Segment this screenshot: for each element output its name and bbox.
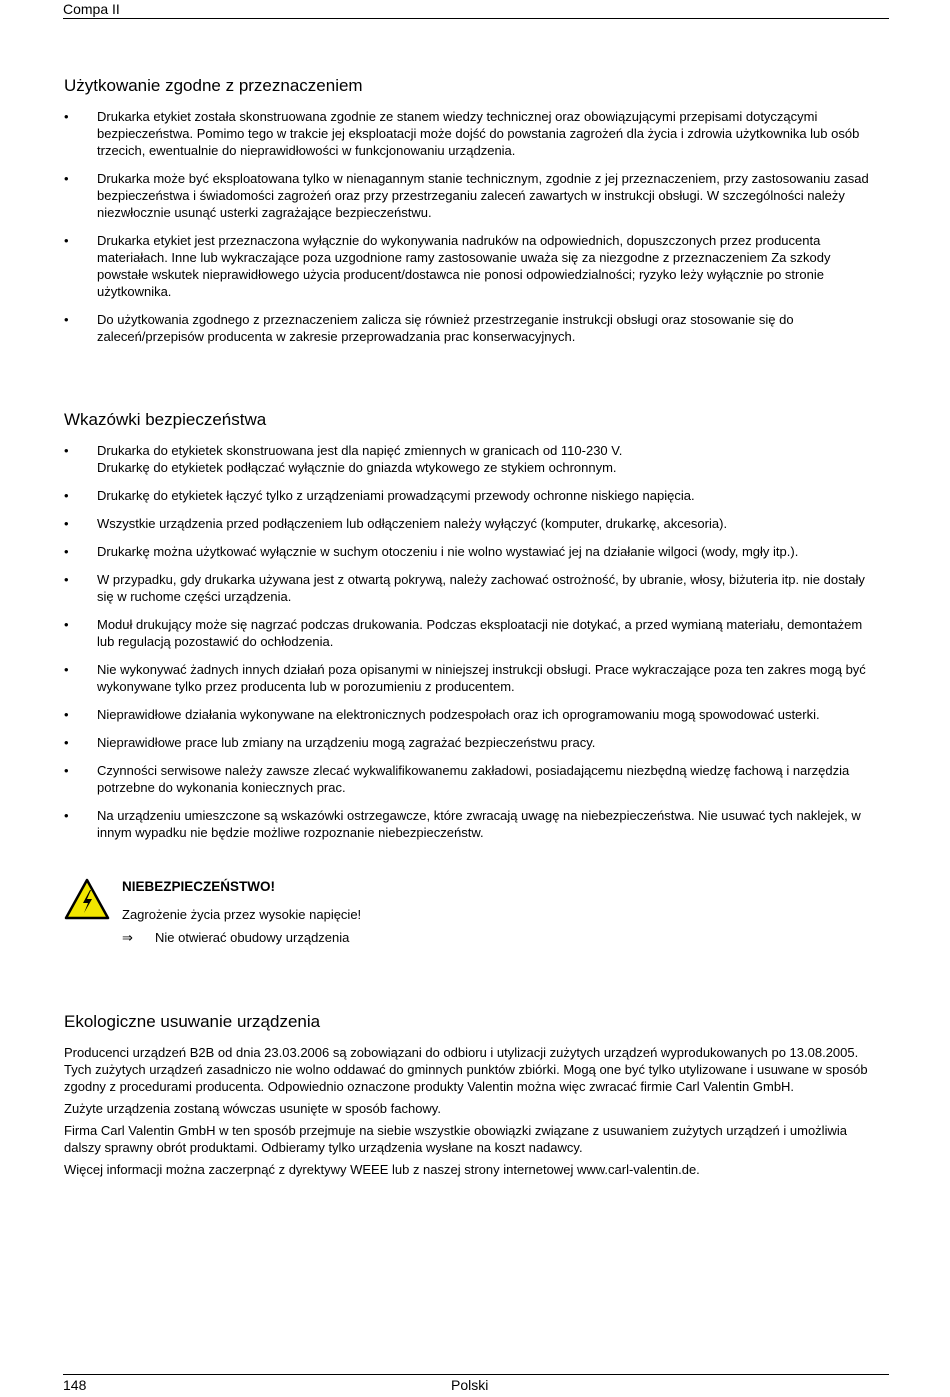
- section-title-safety: Wkazówki bezpieczeństwa: [64, 410, 267, 429]
- page-header: [63, 0, 889, 19]
- warning-step: [122, 929, 349, 946]
- footer-language: Polski: [451, 1377, 489, 1393]
- arrow-right-icon: ⇒: [122, 930, 133, 945]
- list-item: [64, 108, 876, 159]
- safety-list: [64, 442, 876, 852]
- disposal-paragraphs: [64, 1044, 876, 1183]
- list-item-text: Do użytkowania zgodnego z przeznaczeniem zalicza się również przestrzeganie instrukcji obsługi oraz stosowanie się do zaleceń/przepisów producenta w zakresie przeprowadzania prac konserwacyjnych.: [97, 312, 794, 344]
- paragraph: Więcej informacji można zaczerpnąć z dyrektywy WEEE lub z naszej strony internetowej www.carl-valentin.de.: [64, 1162, 700, 1177]
- list-item: [64, 442, 876, 476]
- list-item: [64, 543, 876, 560]
- list-item: [64, 616, 876, 650]
- list-item: [64, 311, 876, 345]
- bullet-icon: •: [64, 662, 69, 677]
- usage-list: [64, 108, 876, 356]
- bullet-icon: •: [64, 735, 69, 750]
- page-number: 148: [63, 1377, 87, 1393]
- danger-warning: [64, 874, 876, 954]
- list-item-text: Na urządzeniu umieszczone są wskazówki ostrzegawcze, które zwracają uwagę na niebezpieczeństwa. Nie usuwać tych naklejek, w innym wypadku nie będzie możliwe rozpoznanie niebezpieczeństw.: [97, 808, 861, 840]
- list-item-text: Drukarka etykiet jest przeznaczona wyłącznie do wykonywania nadruków na odpowiednich, dopuszczonych przez producenta materiałach. Inne lub wykraczające poza uzgodnione ramy zastosowanie uważa się za niezgodne z przeznaczeniem Za szkody powstałe wskutek nieprawidłowego użycia producent/dostawca nie ponosi odpowiedzialności; ryzyko leży wyłącznie po stronie użytkownika.: [97, 233, 831, 299]
- bullet-icon: •: [64, 808, 69, 823]
- list-item-text: Czynności serwisowe należy zawsze zlecać wykwalifikowanemu zakładowi, posiadającemu niezbędną wiedzę fachową i narzędzia potrzebne do wykonania koniecznych prac.: [97, 763, 850, 795]
- list-item: [64, 487, 876, 504]
- list-item-text: W przypadku, gdy drukarka używana jest z otwartą pokrywą, należy zachować ostrożność, by ubranie, włosy, biżuteria itp. nie dostały się w ruchome części urządzenia.: [97, 572, 865, 604]
- page-footer: [63, 1374, 889, 1393]
- list-item-text: Nieprawidłowe prace lub zmiany na urządzeniu mogą zagrażać bezpieczeństwu pracy.: [97, 735, 596, 750]
- warning-title: NIEBEZPIECZEŃSTWO!: [122, 879, 276, 894]
- bullet-icon: •: [64, 617, 69, 632]
- bullet-icon: •: [64, 109, 69, 124]
- bullet-icon: •: [64, 443, 69, 458]
- bullet-icon: •: [64, 516, 69, 531]
- warning-step-text: Nie otwierać obudowy urządzenia: [155, 930, 350, 945]
- list-item: [64, 661, 876, 695]
- bullet-icon: •: [64, 544, 69, 559]
- list-item-text: Drukarka etykiet została skonstruowana zgodnie ze stanem wiedzy technicznej oraz obowiązującymi przepisami dotyczącymi bezpieczeństwa. Pomimo tego w trakcie jej eksploatacji może dojść do powstania zagrożeń dla życia i zdrowia użytkownika lub osób trzecich, ewentualnie do nieprawidłowości w funkcjonowaniu urządzenia.: [97, 109, 860, 158]
- high-voltage-warning-icon: [64, 878, 110, 920]
- bullet-icon: •: [64, 171, 69, 186]
- list-item: [64, 706, 876, 723]
- bullet-icon: •: [64, 312, 69, 327]
- list-item-text: Wszystkie urządzenia przed podłączeniem lub odłączeniem należy wyłączyć (komputer, drukarkę, akcesoria).: [97, 516, 728, 531]
- paragraph: Firma Carl Valentin GmbH w ten sposób przejmuje na siebie wszystkie obowiązki związane z usuwaniem zużytych urządzeń i umożliwia dalszy sprawny obrót produktami. Odbieramy tylko urządzenia wysłane na koszt nadawcy.: [64, 1123, 847, 1155]
- list-item-text: Moduł drukujący może się nagrzać podczas drukowania. Podczas eksploatacji nie dotykać, a przed wymianą materiału, demontażem lub regulacją pozostawić do ochłodzenia.: [97, 617, 863, 649]
- list-item: [64, 734, 876, 751]
- bullet-icon: •: [64, 763, 69, 778]
- bullet-icon: •: [64, 233, 69, 248]
- header-title: Compa II: [63, 1, 120, 17]
- list-item-text: Drukarkę do etykietek łączyć tylko z urządzeniami prowadzącymi przewody ochronne niskiego napięcia.: [97, 488, 695, 503]
- bullet-icon: •: [64, 488, 69, 503]
- warning-text: Zagrożenie życia przez wysokie napięcie!: [122, 907, 362, 922]
- list-item: [64, 807, 876, 841]
- list-item-text: Nie wykonywać żadnych innych działań poza opisanymi w niniejszej instrukcji obsługi. Prace wykraczające poza ten zakres mogą być wykonywane tylko przez producenta lub w porozumieniu z producentem.: [97, 662, 866, 694]
- paragraph: Zużyte urządzenia zostaną wówczas usunięte w sposób fachowy.: [64, 1101, 441, 1116]
- section-title-usage: Użytkowanie zgodne z przeznaczeniem: [64, 76, 363, 95]
- list-item-text-line2: Drukarkę do etykietek podłączać wyłącznie do gniazda wtykowego ze stykiem ochronnym.: [97, 460, 617, 475]
- list-item: [64, 170, 876, 221]
- bullet-icon: •: [64, 572, 69, 587]
- list-item: [64, 571, 876, 605]
- list-item: [64, 515, 876, 532]
- bullet-icon: •: [64, 707, 69, 722]
- section-title-disposal: Ekologiczne usuwanie urządzenia: [64, 1012, 321, 1031]
- list-item-text: Drukarka do etykietek skonstruowana jest dla napięć zmiennych w granicach od 110-230 V.: [97, 443, 623, 458]
- list-item: [64, 762, 876, 796]
- list-item-text: Drukarkę można użytkować wyłącznie w suchym otoczeniu i nie wolno wystawiać jej na działanie wilgoci (wody, mgły itp.).: [97, 544, 799, 559]
- paragraph: Producenci urządzeń B2B od dnia 23.03.2006 są zobowiązani do odbioru i utylizacji zużytych urządzeń wyprodukowanych po 13.08.2005. Tych zużytych urządzeń zasadniczo nie wolno oddawać do gminnych punktów zbiórki. Mogą one być tylko utylizowane i usuwane w sposób zgodny z procedurami producenta. Odpowiednio oznaczone produkty Valentin można więc zwracać firmie Carl Valentin GmbH.: [64, 1045, 868, 1094]
- list-item-text: Drukarka może być eksploatowana tylko w nienagannym stanie technicznym, zgodnie z jej przeznaczeniem, przy zastosowaniu zasad bezpieczeństwa i świadomości zagrożeń oraz przy przestrzeganiu zaleceń zawartych w instrukcji obsługi. W szczególności należy niezwłocznie usunąć usterki zagrażające bezpieczeństwu.: [97, 171, 869, 220]
- list-item-text: Nieprawidłowe działania wykonywane na elektronicznych podzespołach oraz ich oprogramowaniu mogą spowodować usterki.: [97, 707, 820, 722]
- list-item: [64, 232, 876, 300]
